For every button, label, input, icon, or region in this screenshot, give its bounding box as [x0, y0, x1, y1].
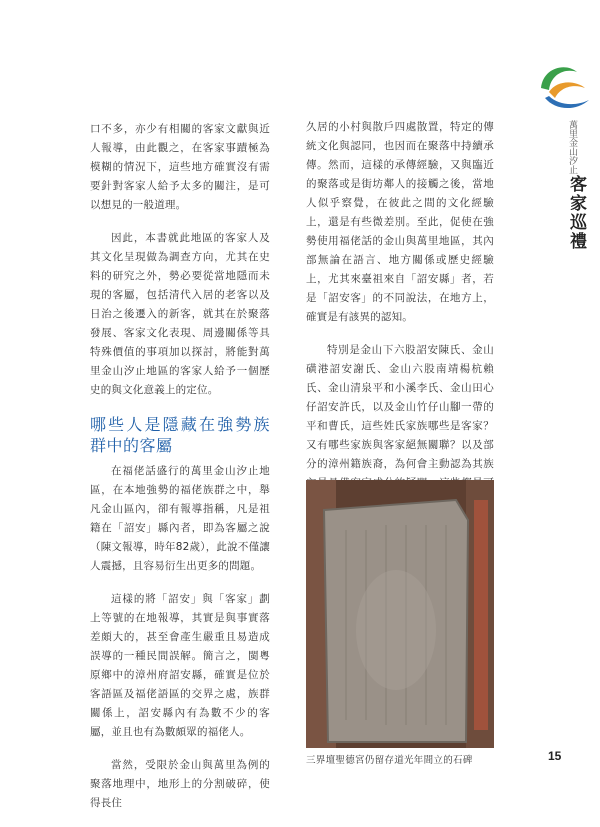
paragraph: 這樣的將「詔安」與「客家」劃上等號的在地報導，其實是與事實落差頗大的，甚至會產生嚴重且易造成誤導的一種民間誤解。簡言之，閩粵原鄉中的漳州府詔安縣，確實是位於客語區及福佬語區的交界之處，族群關係上，詔安縣內有為數不少的客屬，並且也有為數頗眾的福佬人。	[90, 593, 270, 738]
series-title: 萬里金山汐止	[567, 120, 577, 174]
stone-stele-photo	[306, 480, 494, 748]
page-number: 15	[548, 749, 562, 763]
section-logo-icon	[535, 58, 595, 116]
section-heading: 哪些人是隱藏在強勢族群中的客屬	[90, 415, 270, 455]
column-title: 客家巡禮	[566, 175, 586, 251]
paragraph: 在福佬話盛行的萬里金山汐止地區，在本地強勢的福佬族群之中，舉凡金山區內，卻有報導指稱，凡是祖籍在「詔安」縣內者，即為客屬之說（陳文報導，時年82歲），此說不僅讓人震撼，且容易衍生出更多的問題。	[90, 465, 270, 572]
photo-caption: 三界壇聖德宮仍留存道光年間立的石碑	[306, 755, 473, 766]
left-column	[90, 120, 270, 827]
right-column	[306, 118, 494, 526]
paragraph: 久居的小村與散戶四處散置，特定的傳統文化與認同，也因而在聚落中持續承傳。然而，這樣的承傳經驗，又與臨近的聚落或是街坊鄰人的接觸之後，當地人似乎察覺，在彼此之間的文化經驗上，還是有些微差別。至此，促使在強勢使用福佬話的金山與萬里地區，其內部無論在語言、地方關係或歷史經驗上，尤其來臺祖來自「詔安縣」者，若是「詔安客」的不同說法，在地方上，確實是有該異的認知。	[306, 121, 494, 323]
paragraph: 當然，受限於金山與萬里為例的聚落地理中，地形上的分割破碎，使得長住	[90, 759, 270, 809]
paragraph: 特別是金山下六股詔安陳氏、金山磺港詔安謝氏、金山六股南靖楊杭賴氏、金山清泉平和小溪李氏、金山田心仔詔安許氏，以及金山竹仔山腳一帶的平和曹氏，這些姓氏家族哪些是客家？又有哪些家族與客家絕無關聯？以及部分的漳州籍族裔，為何會主動認為其族	[306, 344, 494, 470]
paragraph: 口不多，亦少有相關的客家文獻與近人報導，由此觀之，在客家事蹟極為模糊的情況下，這些地方確實沒有需要針對客家人給予太多的關注，是可以想見的一般道理。	[90, 123, 270, 211]
paragraph: 因此，本書就此地區的客家人及其文化呈現做為調查方向，尤其在史料的研究之外，勢必要從當地隱而未現的客屬，包括清代入居的老客以及日治之後遷入的新客，就其在於聚落發展、客家文化表現、周邊關係等具特殊價值的事項加以探討，將能對萬里金山汐止地區的客家人給予一個歷史的與文化意義上的定位。	[90, 232, 270, 396]
